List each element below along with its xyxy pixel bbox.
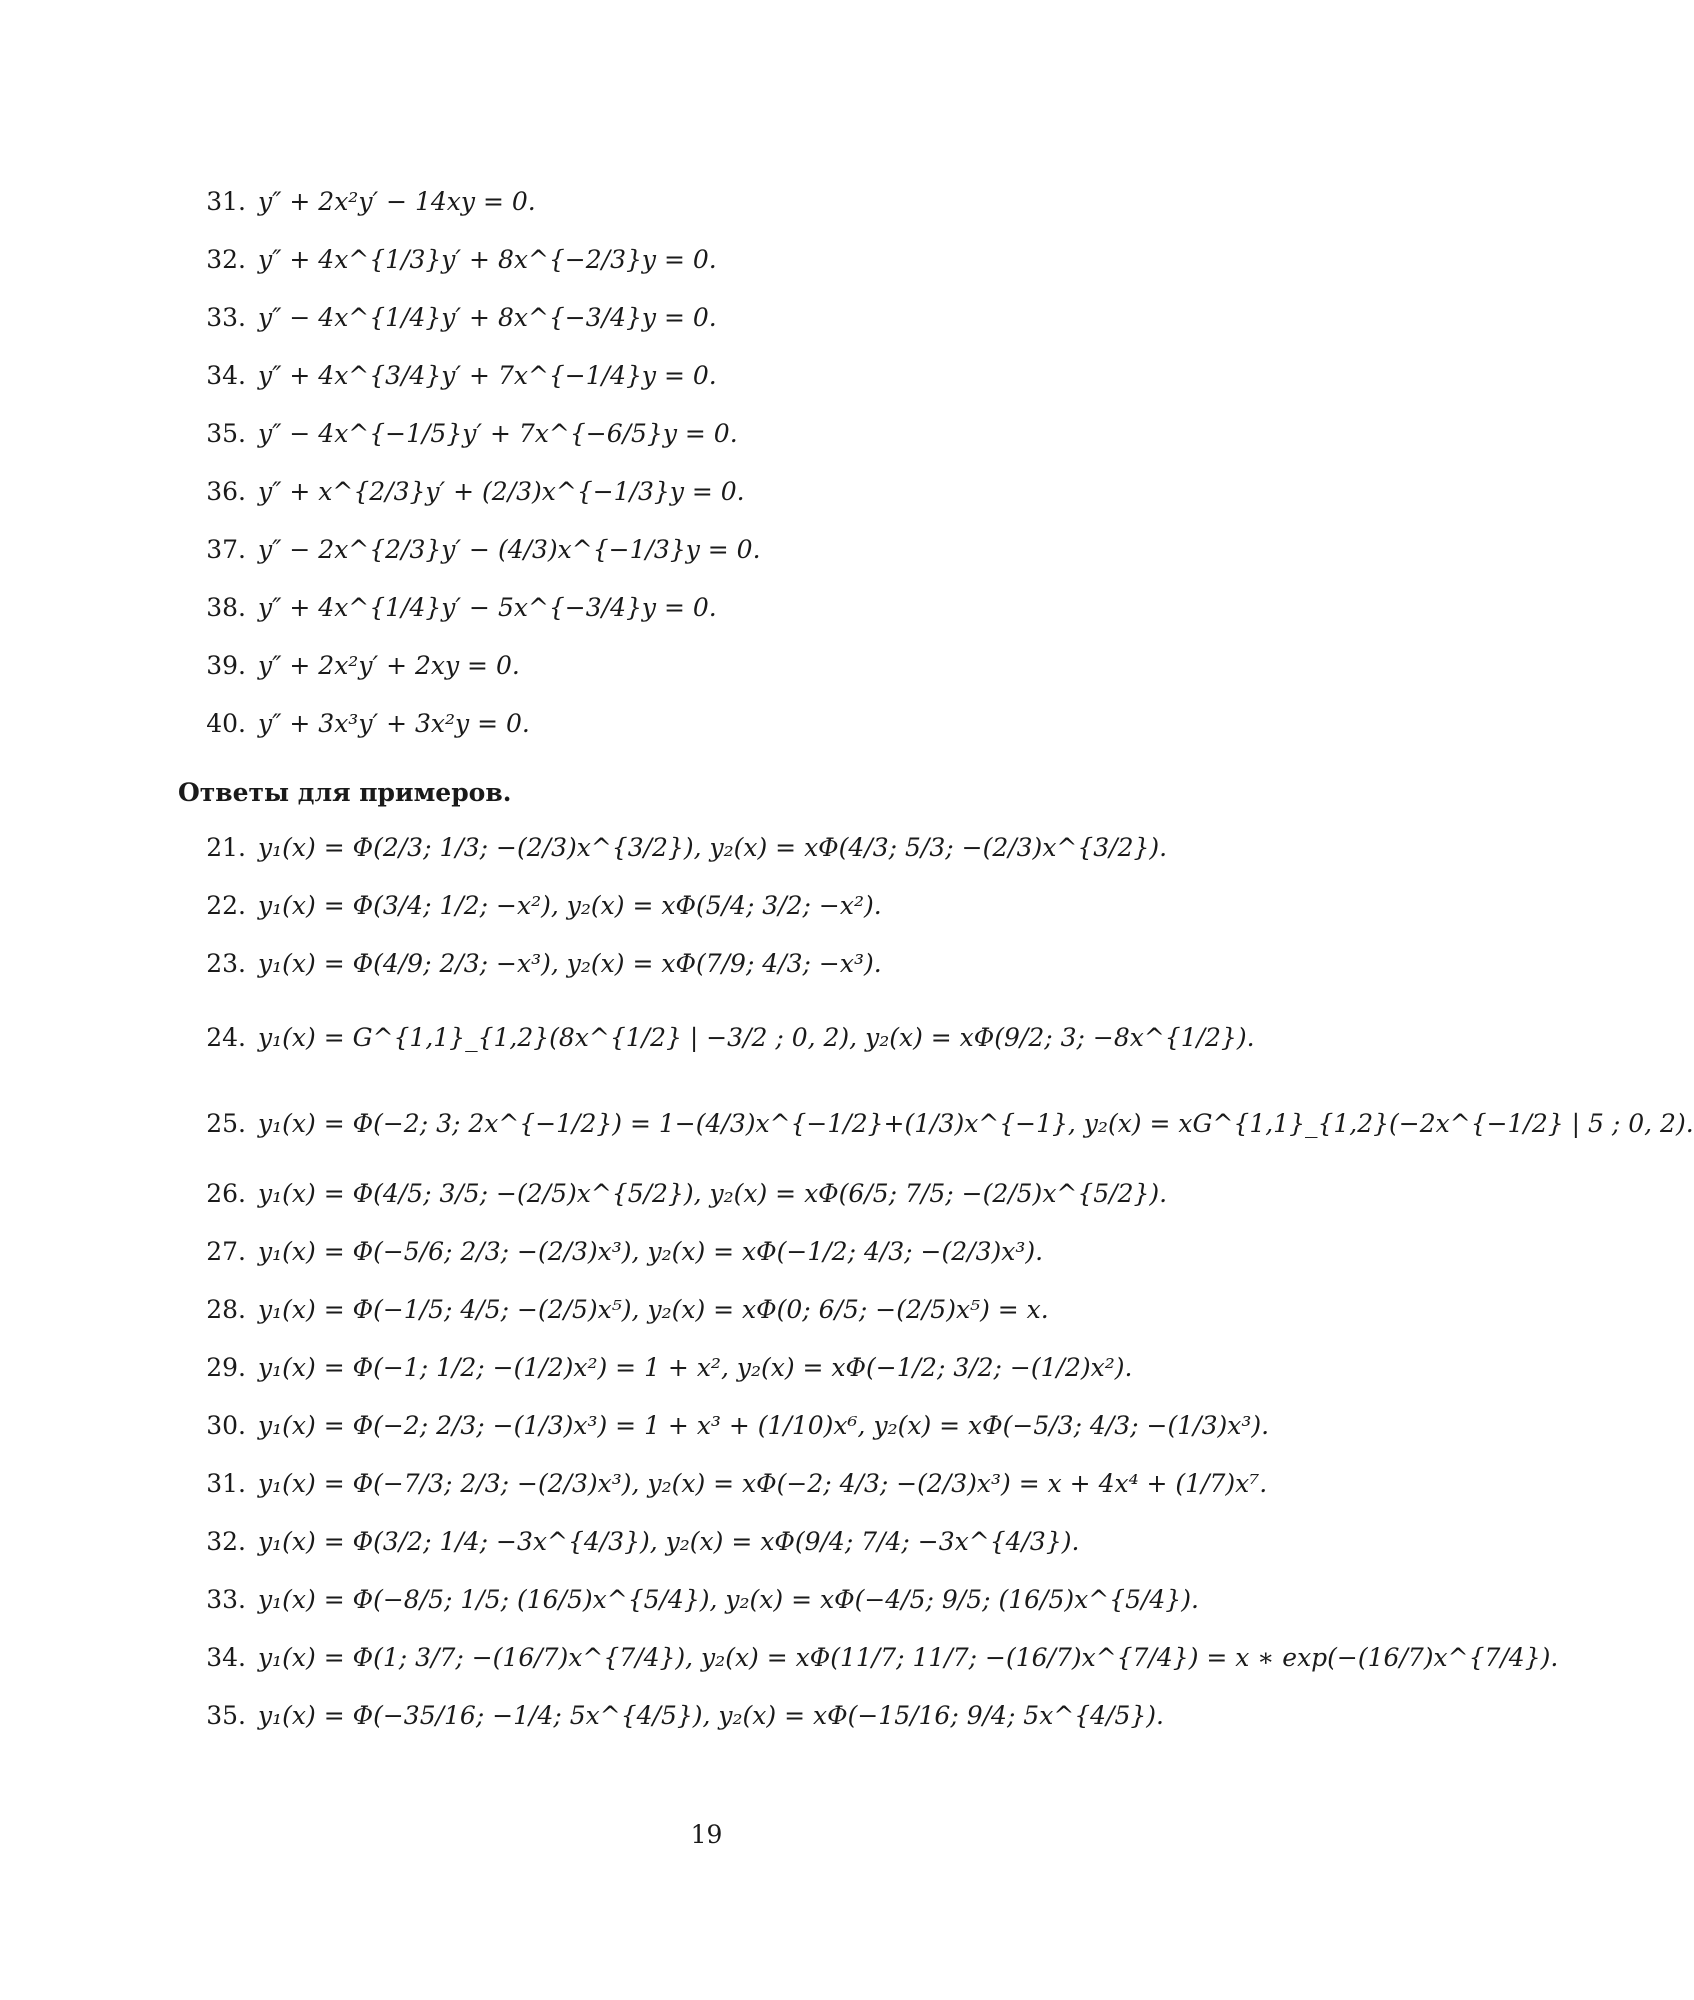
item-number: 23. [206,949,246,978]
answers-heading: Ответы для примеров. [178,778,512,807]
item-number: 25. [206,1109,246,1138]
item-number: 30. [206,1411,246,1440]
item-number: 35. [206,419,246,448]
answer-item [196,1520,1346,1578]
answer-item [196,1172,1346,1230]
answer-formula: y₁(x) = Φ(−2; 2/3; −(1/3)x³) = 1 + x³ + (1/10)x⁶, y₂(x) = xΦ(−5/3; 4/3; −(1/3)x³). [258,1411,1270,1440]
item-number: 35. [206,1701,246,1730]
exercise-list [196,180,1296,760]
item-number: 29. [206,1353,246,1382]
item-number: 33. [206,1585,246,1614]
exercise-item [196,586,1296,644]
answer-formula: y₁(x) = Φ(3/2; 1/4; −3x^{4/3}), y₂(x) = xΦ(9/4; 7/4; −3x^{4/3}). [258,1527,1080,1556]
answer-formula: y₁(x) = Φ(−2; 3; 2x^{−1/2}) = 1−(4/3)x^{−1/2}+(1/3)x^{−1}, y₂(x) = xG^{1,1}_{1,2}(−2x^{−1/2} | 5 ; 0, 2). [258,1109,1694,1138]
equation: y″ − 4x^{−1/5}y′ + 7x^{−6/5}y = 0. [258,419,738,448]
answer-item [196,826,1346,884]
answer-item [196,1404,1346,1462]
answer-item [196,1578,1346,1636]
exercise-item [196,238,1296,296]
equation: y″ + x^{2/3}y′ + (2/3)x^{−1/3}y = 0. [258,477,745,506]
equation: y″ + 4x^{1/3}y′ + 8x^{−2/3}y = 0. [258,245,717,274]
item-number: 37. [206,535,246,564]
answer-item [196,1636,1559,1694]
equation: y″ − 4x^{1/4}y′ + 8x^{−3/4}y = 0. [258,303,717,332]
item-number: 32. [206,245,246,274]
answer-item [196,884,1346,942]
item-number: 38. [206,593,246,622]
equation: y″ + 4x^{3/4}y′ + 7x^{−1/4}y = 0. [258,361,717,390]
answer-formula: y₁(x) = Φ(2/3; 1/3; −(2/3)x^{3/2}), y₂(x) = xΦ(4/3; 5/3; −(2/3)x^{3/2}). [258,833,1168,862]
item-number: 24. [206,1023,246,1052]
exercise-item [196,412,1296,470]
equation: y″ + 4x^{1/4}y′ − 5x^{−3/4}y = 0. [258,593,717,622]
answer-formula: y₁(x) = Φ(−8/5; 1/5; (16/5)x^{5/4}), y₂(x) = xΦ(−4/5; 9/5; (16/5)x^{5/4}). [258,1585,1199,1614]
item-number: 27. [206,1237,246,1266]
item-number: 40. [206,709,246,738]
answer-formula: y₁(x) = Φ(−35/16; −1/4; 5x^{4/5}), y₂(x) = xΦ(−15/16; 9/4; 5x^{4/5}). [258,1701,1165,1730]
equation: y″ + 2x²y′ + 2xy = 0. [258,651,520,680]
exercise-item [196,296,1296,354]
exercise-item [196,702,1296,760]
exercise-item [196,644,1296,702]
exercise-item [196,528,1296,586]
item-number: 33. [206,303,246,332]
answer-formula: y₁(x) = Φ(4/5; 3/5; −(2/5)x^{5/2}), y₂(x) = xΦ(6/5; 7/5; −(2/5)x^{5/2}). [258,1179,1168,1208]
item-number: 34. [206,1643,246,1672]
answer-item [196,1288,1346,1346]
answer-formula: y₁(x) = G^{1,1}_{1,2}(8x^{1/2} | −3/2 ; 0, 2), y₂(x) = xΦ(9/2; 3; −8x^{1/2}). [258,1023,1255,1052]
page-number: 19 [690,1820,723,1849]
item-number: 39. [206,651,246,680]
item-number: 21. [206,833,246,862]
answer-formula: y₁(x) = Φ(−5/6; 2/3; −(2/3)x³), y₂(x) = xΦ(−1/2; 4/3; −(2/3)x³). [258,1237,1044,1266]
answer-item [196,1346,1346,1404]
item-number: 34. [206,361,246,390]
answer-item [196,1000,1346,1086]
answer-item [196,1462,1346,1520]
answer-formula: y₁(x) = Φ(4/9; 2/3; −x³), y₂(x) = xΦ(7/9; 4/3; −x³). [258,949,882,978]
answers-list [196,826,1694,1752]
item-number: 22. [206,891,246,920]
answer-formula: y₁(x) = Φ(−1; 1/2; −(1/2)x²) = 1 + x², y₂(x) = xΦ(−1/2; 3/2; −(1/2)x²). [258,1353,1133,1382]
answer-formula: y₁(x) = Φ(1; 3/7; −(16/7)x^{7/4}), y₂(x) = xΦ(11/7; 11/7; −(16/7)x^{7/4}) = x ∗ exp(−(16/7)x^{7/4}). [258,1643,1559,1672]
equation: y″ + 3x³y′ + 3x²y = 0. [258,709,530,738]
answer-item [196,1230,1346,1288]
item-number: 31. [206,187,246,216]
answer-formula: y₁(x) = Φ(3/4; 1/2; −x²), y₂(x) = xΦ(5/4; 3/2; −x²). [258,891,882,920]
exercise-item [196,354,1296,412]
item-number: 31. [206,1469,246,1498]
answer-formula: y₁(x) = Φ(−1/5; 4/5; −(2/5)x⁵), y₂(x) = xΦ(0; 6/5; −(2/5)x⁵) = x. [258,1295,1049,1324]
equation: y″ + 2x²y′ − 14xy = 0. [258,187,536,216]
answer-item [196,1086,1694,1172]
answer-item [196,942,1346,1000]
equation: y″ − 2x^{2/3}y′ − (4/3)x^{−1/3}y = 0. [258,535,761,564]
item-number: 36. [206,477,246,506]
item-number: 26. [206,1179,246,1208]
item-number: 28. [206,1295,246,1324]
exercise-item [196,180,1296,238]
item-number: 32. [206,1527,246,1556]
exercise-item [196,470,1296,528]
answer-item [196,1694,1346,1752]
answer-formula: y₁(x) = Φ(−7/3; 2/3; −(2/3)x³), y₂(x) = xΦ(−2; 4/3; −(2/3)x³) = x + 4x⁴ + (1/7)x⁷. [258,1469,1268,1498]
